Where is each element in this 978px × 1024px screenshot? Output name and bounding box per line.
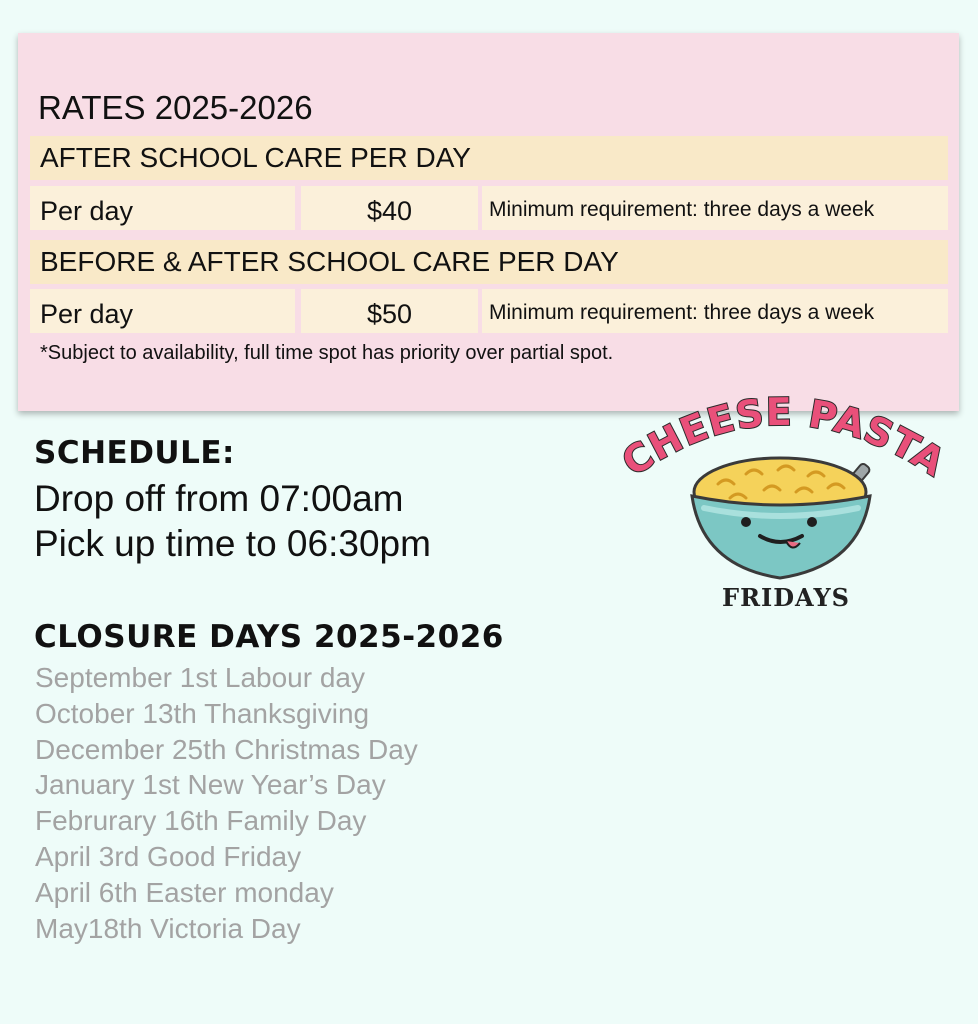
rates-card <box>18 33 959 411</box>
before-after-school-rate-label: Per day <box>30 289 295 333</box>
rates-footnote: *Subject to availability, full time spot has priority over partial spot. <box>40 342 614 364</box>
logo-subtitle: FRIDAYS <box>722 583 850 612</box>
closure-day: January 1st New Year’s Day <box>35 769 386 801</box>
closure-days-heading: CLOSURE DAYS 2025-2026 <box>34 619 504 655</box>
closure-day: October 13th Thanksgiving <box>35 697 370 729</box>
cheese-pasta-fridays-logo <box>608 388 958 618</box>
after-school-rate-label: Per day <box>30 186 295 230</box>
schedule-heading: SCHEDULE: <box>34 435 235 471</box>
closure-days-list <box>35 660 418 946</box>
after-school-rate-row <box>30 186 948 230</box>
rates-title: RATES 2025-2026 <box>38 89 313 126</box>
closure-day: December 25th Christmas Day <box>35 733 418 765</box>
closure-day: September 1st Labour day <box>35 662 365 693</box>
before-after-school-rate-note: Minimum requirement: three days a week <box>482 289 948 333</box>
after-school-rate-price: $40 <box>301 186 478 230</box>
before-after-school-heading: BEFORE & AFTER SCHOOL CARE PER DAY <box>30 240 948 284</box>
schedule-pickup: Pick up time to 06:30pm <box>34 523 431 564</box>
after-school-rate-note: Minimum requirement: three days a week <box>482 186 948 230</box>
before-after-school-rate-row <box>30 289 948 333</box>
logo-title: CHEESE PASTA <box>614 389 954 485</box>
before-after-school-rate-price: $50 <box>301 289 478 333</box>
closure-day: April 6th Easter monday <box>35 876 334 908</box>
closure-day: Februrary 16th Family Day <box>35 805 367 837</box>
closure-day: April 3rd Good Friday <box>35 840 302 872</box>
closure-day: May18th Victoria Day <box>35 912 301 944</box>
bowl-icon <box>692 496 870 578</box>
schedule-dropoff: Drop off from 07:00am <box>34 478 404 519</box>
after-school-heading: AFTER SCHOOL CARE PER DAY <box>30 136 948 180</box>
